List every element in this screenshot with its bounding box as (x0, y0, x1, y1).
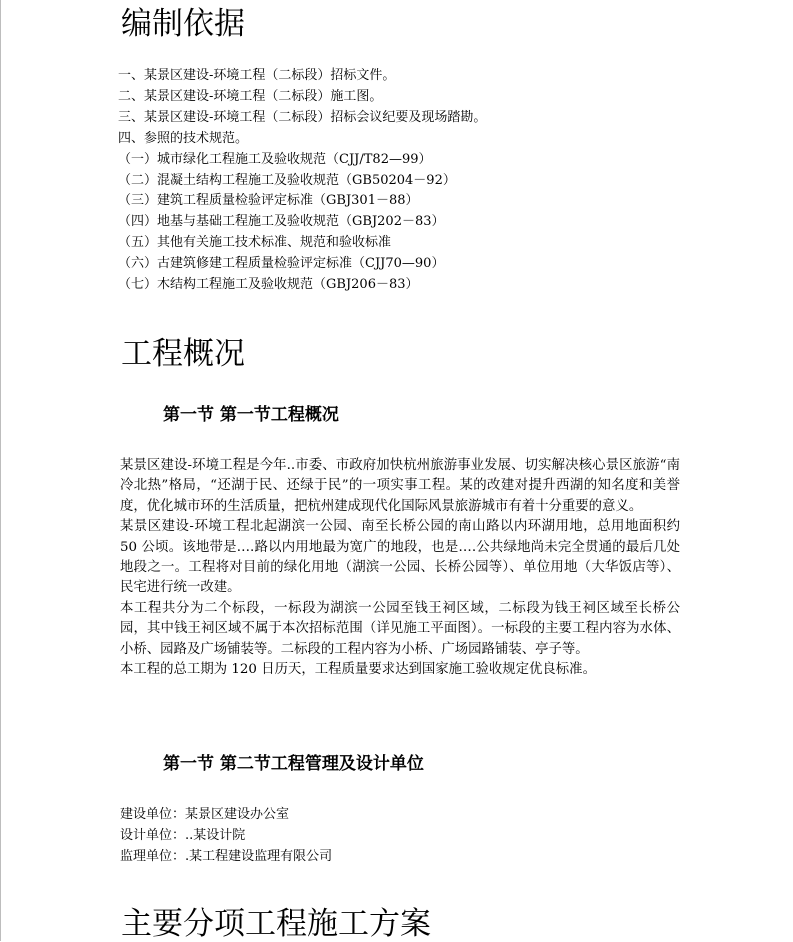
list-item: （七）木结构工程施工及验收规范（GBJ206－83） (118, 277, 419, 293)
paragraph: 本工程共分为二个标段，一标段为湖滨一公园至钱王祠区域，二标段为钱王祠区域至长桥公园，其中钱王祠区域不属于本次招标范围（详见施工平面图）。一标段的主要工程内容为水体、小桥、园路及广场铺装等。二标段的工程内容为小桥、广场园路铺装、亭子等。 (120, 600, 680, 657)
section-title-overview: 工程概况 (121, 336, 245, 372)
list-item: 建设单位：某景区建设办公室 (120, 807, 290, 822)
list-item: （一）城市绿化工程施工及验收规范（CJJ/T82—99） (118, 151, 432, 167)
paragraph: 某景区建设-环境工程北起湖滨一公园、南至长桥公园的南山路以内环湖用地，总用地面积约 50 公顷。该地带是….路以内用地最为宽广的地段，也是….公共绿地尚未完全贯通的最后几处地段之一。工程将对目前的绿化用地（湖滨一公园、长桥公园等）、单位用地（大华饭店等）、民宅进行统一改建。 (120, 519, 680, 596)
list-item: （三）建筑工程质量检验评定标准（GBJ301－88） (118, 193, 419, 209)
basis-list (118, 66, 486, 296)
section-title-plan: 主要分项工程施工方案 (121, 906, 431, 942)
list-item: （四）地基与基础工程施工及验收规范（GBJ202－83） (118, 214, 445, 230)
list-item: 一、某景区建设-环境工程（二标段）招标文件。 (118, 68, 396, 83)
units-list (120, 804, 332, 867)
paragraph: 本工程的总工期为 120 日历天，工程质量要求达到国家施工验收规定优良标准。 (120, 662, 596, 678)
subsection-title-management: 第一节 第二节工程管理及设计单位 (163, 754, 424, 774)
list-item: 设计单位：..某设计院 (120, 828, 246, 843)
section-title-basis: 编制依据 (121, 6, 245, 42)
subsection-title-overview: 第一节 第一节工程概况 (163, 405, 339, 425)
list-item: （二）混凝土结构工程施工及验收规范（GB50204－92） (118, 172, 456, 188)
list-item: （六）古建筑修建工程质量检验评定标准（CJJ70—90） (118, 256, 445, 272)
paragraph: 某景区建设-环境工程是今年..市委、市政府加快杭州旅游事业发展、切实解决核心景区旅游“南冷北热”格局，“还湖于民、还绿于民”的一项实事工程。某的改建对提升西湖的知名度和美誉度，优化城市环的生活质量，把杭州建成现代化国际风景旅游城市有着十分重要的意义。 (120, 458, 680, 514)
list-item: 四、参照的技术规范。 (118, 130, 249, 146)
list-item: 二、某景区建设-环境工程（二标段）施工图。 (118, 88, 383, 104)
list-item: 监理单位：.某工程建设监理有限公司 (120, 849, 333, 864)
list-item: （五）其他有关施工技术标准、规范和验收标准 (118, 235, 392, 251)
list-item: 三、某景区建设-环境工程（二标段）招标会议纪要及现场踏勘。 (118, 109, 487, 125)
overview-body (120, 456, 680, 680)
